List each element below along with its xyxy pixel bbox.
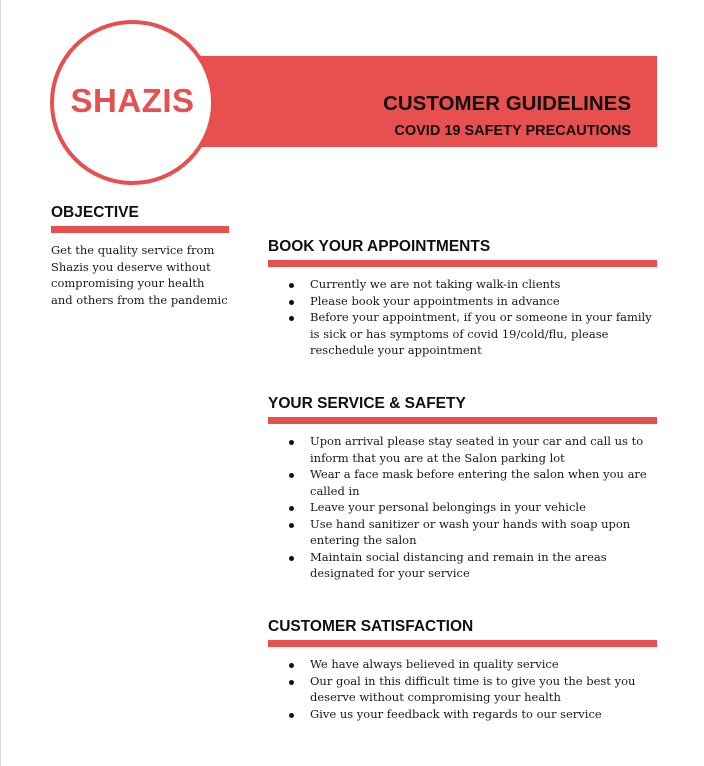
bullet-icon — [289, 506, 294, 511]
objective-line: compromising your health — [51, 276, 205, 290]
logo — [50, 20, 215, 185]
section-rule — [268, 260, 657, 267]
bullet-icon — [289, 440, 294, 445]
bullet-icon — [289, 663, 294, 668]
page-edge — [0, 0, 1, 766]
objective-line: and others from the pandemic — [51, 292, 228, 307]
section-heading: CUSTOMER SATISFACTION — [268, 618, 474, 635]
bullet-icon — [289, 713, 294, 718]
section-customer-satisfaction — [268, 617, 657, 722]
bullet-icon — [289, 473, 294, 478]
list-item-line: Use hand sanitizer or wash your hands with soap upon — [310, 516, 631, 531]
list-item — [268, 516, 657, 549]
list-item — [268, 499, 657, 516]
list-item — [268, 433, 657, 466]
bullet-icon — [289, 680, 294, 685]
list-item-line: Before your appointment, if you or someone in your family — [310, 310, 652, 324]
list-item-line: deserve without compromising your health — [310, 690, 561, 704]
list-item — [268, 293, 657, 310]
bullet-icon — [289, 556, 294, 561]
section-book-appointments — [268, 237, 657, 359]
list-item-line: Our goal in this difficult time is to give you the best you — [310, 673, 636, 688]
objective-line: Shazis you deserve without — [51, 259, 211, 274]
list-item-line: entering the salon — [310, 533, 417, 547]
list-item-line: Give us your feedback with regards to our service — [310, 706, 602, 721]
objective-rule — [51, 226, 229, 233]
section-rule — [268, 417, 657, 424]
bullet-list — [268, 433, 657, 582]
bullet-list — [268, 276, 657, 359]
bullet-icon — [289, 316, 294, 321]
bullet-list — [268, 656, 657, 722]
list-item — [268, 706, 657, 723]
objective-line: Get the quality service from — [51, 243, 215, 257]
list-item-line: designated for your service — [310, 566, 470, 580]
document-subtitle: COVID 19 SAFETY PRECAUTIONS — [394, 123, 631, 139]
bullet-icon — [289, 523, 294, 528]
objective-heading: OBJECTIVE — [51, 204, 139, 221]
list-item-line: is sick or has symptoms of covid 19/cold/flu, please — [310, 326, 609, 341]
list-item — [268, 549, 657, 582]
list-item-line: reschedule your appointment — [310, 343, 482, 357]
section-rule — [268, 640, 657, 647]
list-item-line: Wear a face mask before entering the salon when you are — [310, 467, 647, 481]
list-item-line: Please book your appointments in advance — [310, 293, 560, 308]
list-item-line: Currently we are not taking walk-in clients — [310, 277, 561, 291]
list-item-line: We have always believed in quality service — [310, 657, 559, 671]
list-item — [268, 656, 657, 673]
list-item-line: called in — [310, 483, 360, 498]
objective-text — [51, 242, 236, 308]
list-item-line: Maintain social distancing and remain in the areas — [310, 549, 607, 564]
list-item — [268, 466, 657, 499]
list-item — [268, 276, 657, 293]
document-title: CUSTOMER GUIDELINES — [383, 92, 631, 115]
section-heading: YOUR SERVICE & SAFETY — [268, 395, 466, 412]
list-item — [268, 673, 657, 706]
bullet-icon — [289, 283, 294, 288]
section-service-safety — [268, 394, 657, 582]
section-heading: BOOK YOUR APPOINTMENTS — [268, 238, 491, 255]
bullet-icon — [289, 300, 294, 305]
list-item-line: Upon arrival please stay seated in your car and call us to — [310, 434, 644, 448]
logo-text: SHAZIS — [70, 81, 195, 119]
list-item-line: inform that you are at the Salon parking lot — [310, 450, 565, 465]
list-item — [268, 309, 657, 359]
list-item-line: Leave your personal belongings in your vehicle — [310, 500, 586, 514]
